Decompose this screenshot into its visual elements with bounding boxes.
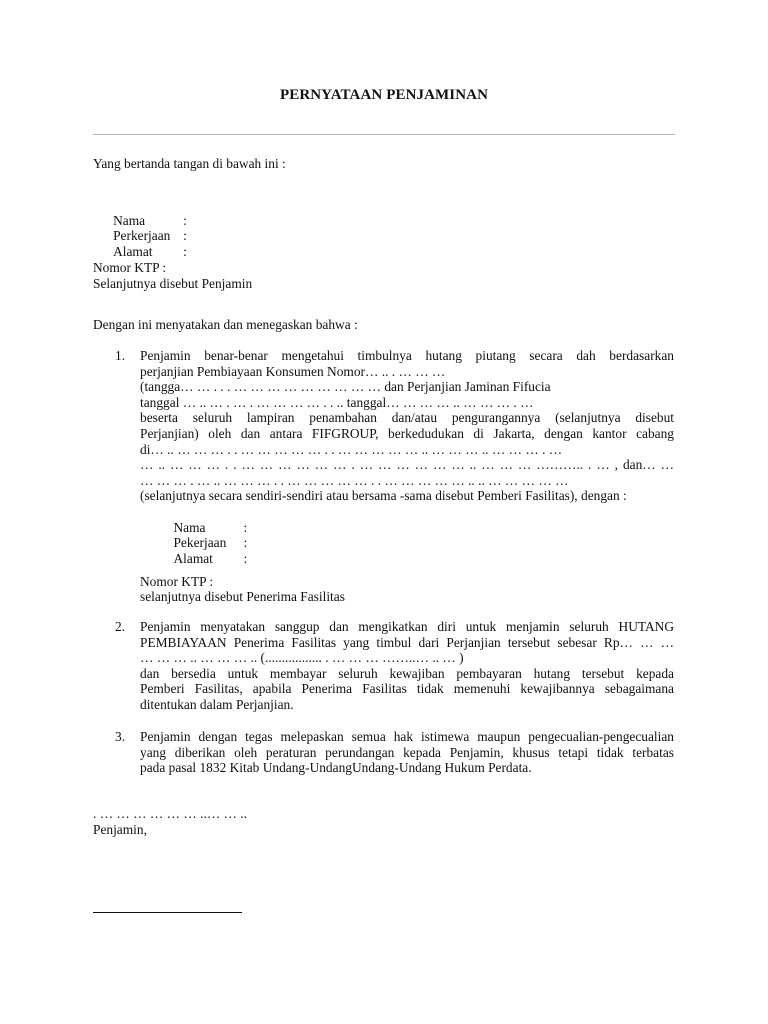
item-line: (selanjutnya secara sendiri-sendiri atau bersama -sama disebut Pemberi Fasilitas), dengan : — [140, 488, 627, 504]
facility-nama-colon: : — [243, 519, 248, 535]
item-number: 2. — [115, 619, 126, 634]
item-line: … … … . … .. … … … . . … … … … … . . … … … … … .. .. … … … … … — [140, 472, 569, 488]
item-content — [140, 619, 674, 713]
guarantor-fields — [93, 197, 675, 259]
place-date: . … … … … … … ..… … .. — [93, 806, 247, 821]
signer-label: Penjamin, — [93, 821, 147, 837]
item-line: yang diberikan oleh peraturan perundangan kepada Penjamin, khusus tetapi tidak terbatas — [140, 744, 674, 760]
item-line: … .. … … … . . … … … … … … . … … … … … … .. … … … ……….. . … , dan… … — [140, 457, 674, 473]
guarantor-called: Selanjutnya disebut Penjamin — [93, 275, 253, 291]
intro-text: Yang bertanda tangan di bawah ini : — [93, 156, 286, 171]
facility-alamat-colon: : — [243, 550, 248, 566]
item-line: Pemberi Fasilitas, apabila Penerima Fasilitas tidak memenuhi kewajibannya sebagaimana — [140, 681, 674, 697]
item-content — [140, 729, 674, 776]
guarantor-nama-row — [93, 197, 675, 228]
item-line: di… .. … … … . . … … … … … . . … … … … … .. … … … .. … … … . … — [140, 441, 563, 457]
guarantor-perkerjaan-label: Perkerjaan — [113, 228, 171, 244]
guarantor-ktp — [93, 260, 675, 291]
item-content — [140, 348, 674, 605]
facility-nama-row — [140, 504, 674, 535]
signature-line — [93, 912, 242, 913]
document-title: PERNYATAAN PENJAMINAN — [279, 87, 489, 103]
facility-pekerjaan-colon: : — [243, 535, 248, 551]
item-line: PEMBIAYAAN Penerima Fasilitas yang timbul dari Perjanjian tersebut sebesar Rp… … … — [140, 634, 674, 650]
facility-pekerjaan-label: Pekerjaan — [173, 535, 227, 551]
title-divider — [93, 134, 675, 135]
facility-alamat-label: Alamat — [173, 550, 213, 566]
item-line: pada pasal 1832 Kitab Undang-UndangUndang-Undang Hukum Perdata. — [140, 760, 532, 776]
guarantor-ktp-label: Nomor KTP : — [93, 260, 167, 275]
item-line: Perjanjian) oleh dan antara FIFGROUP, berkedudukan di Jakarta, dengan kantor cabang — [140, 425, 674, 441]
item-number: 3. — [115, 729, 126, 744]
item-number: 1. — [115, 348, 126, 363]
facility-ktp-label: Nomor KTP : — [140, 573, 214, 589]
item-line: dan bersedia untuk membayar seluruh kewajiban pembayaran hutang tersebut kepada — [140, 665, 674, 681]
item-line: … … … .. … … … .. (................. . … … … ……..… .. … ) — [140, 650, 464, 666]
item-line: perjanjian Pembiayaan Konsumen Nomor… .. . … … … — [140, 363, 446, 379]
item-line: Penjamin dengan tegas melepaskan semua hak istimewa maupun pengecualian-pengecualian — [140, 729, 674, 744]
facility-nama-label: Nama — [173, 519, 206, 535]
item-line: tanggal … .. … . … . … … … … . . .. tanggal… … … … .. … … … . … — [140, 394, 534, 410]
guarantor-nama-label: Nama — [113, 212, 146, 228]
item-line: Penjamin menyatakan sanggup dan mengikatkan diri untuk menjamin seluruh HUTANG — [140, 619, 674, 634]
declaration-text: Dengan ini menyatakan dan menegaskan bahwa : — [93, 317, 358, 332]
guarantor-nama-colon: : — [183, 212, 187, 228]
item-line: (tangga… … . . . … … … … … … … … … dan Perjanjian Jaminan Fifucia — [140, 379, 551, 395]
guarantor-alamat-colon: : — [183, 243, 187, 259]
item-line: beserta seluruh lampiran penambahan dan/atau pengurangannya (selanjutnya disebut — [140, 410, 674, 426]
guarantor-alamat-label: Alamat — [113, 243, 153, 259]
guarantor-perkerjaan-colon: : — [183, 228, 187, 244]
item-line: Penjamin benar-benar mengetahui timbulnya hutang piutang secara dah berdasarkan — [140, 348, 674, 363]
facility-called: selanjutnya disebut Penerima Fasilitas — [140, 589, 345, 605]
closing-block — [93, 806, 247, 837]
item-line: ditentukan dalam Perjanjian. — [140, 696, 294, 712]
